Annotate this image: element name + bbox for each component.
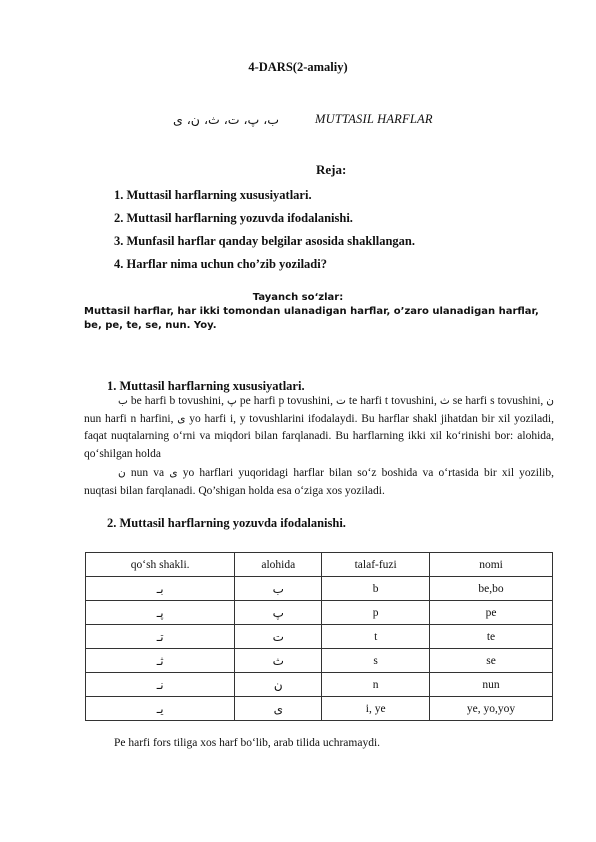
section-1-paragraph-1 [84,393,554,463]
plan-item: 3. Munfasil harflar qanday belgilar asosida shakllangan. [114,234,416,248]
table-cell: ye, yo,yoy [430,697,553,721]
section-2-heading: 2. Muttasil harflarning yozuvda ifodalanishi. [107,516,346,530]
footer-note: Pe harfi fors tiliga xos harf bo‘lib, arab tilida uchramaydi. [114,737,381,749]
paragraph-text: be harfi b tovushini, [127,395,227,407]
table-cell: ت [235,625,322,649]
table-cell: یـ [86,697,235,721]
table-cell: nun [430,673,553,697]
paragraph-text: te harfi t tovushini, [345,395,440,407]
table-cell: ب [235,577,322,601]
plan-item: 4. Harflar nima uchun cho’zib yoziladi? [114,257,327,271]
arabic-letter: ت [335,395,346,407]
section-1-heading: 1. Muttasil harflarning xususiyatlari. [107,379,305,393]
table-header-cell: talaf-fuzi [322,553,430,577]
arabic-letter: پ [226,395,237,407]
table-row [86,625,553,649]
topic-title: MUTTASIL HARFLAR [315,112,433,126]
table-cell: b [322,577,430,601]
plan-item: 1. Muttasil harflarning xususiyatlari. [114,188,312,202]
lesson-title: 4-DARS(2-amaliy) [248,60,348,74]
keywords-text: Muttasil harflar, har ikki tomondan ulanadigan harflar, o’zaro ulanadigan harflar, be, pe, te, se, nun. Yoy. [84,306,539,331]
arabic-letter: ی [177,412,186,425]
paragraph-text: yo harfi i, y tovushlarini ifodalaydi. Bu harflar shakl jihatdan bir xil yoziladi, faqat nuqtalarning o‘rni va miqdori bilan farqlanadi. Bu harflarning ikki xil ko‘rinishi bor: alohida, qo‘shilgan holda [84,412,554,460]
table-header-cell: alohida [235,553,322,577]
table-header-cell: qo‘sh shakli. [86,553,235,577]
table-cell: تـ [86,625,235,649]
paragraph-text: se harfi s tovushini, [449,395,547,407]
table-cell: t [322,625,430,649]
plan-item: 2. Muttasil harflarning yozuvda ifodalanishi. [114,211,353,225]
table-cell: بـ [86,577,235,601]
paragraph-text: pe harfi p tovushini, [236,395,336,407]
paragraph-text: yo harflari yuqoridagi harflar bilan so‘z boshida va o‘rtasida bir xil yozilib, nuqtasi bilan farqlanadi. Qo’shigan holda esa o‘ziga xos yoziladi. [84,467,554,497]
table-row [86,649,553,673]
table-cell: be,bo [430,577,553,601]
table-row [86,673,553,697]
arabic-letter: ن [118,467,126,479]
table-header-row [86,553,553,577]
table-row [86,601,553,625]
plan-list [114,184,554,276]
table-cell: i, ye [322,697,430,721]
arabic-letter: ث [439,395,450,407]
table-cell: ن [235,673,322,697]
paragraph-text: nun harfi n harfini, [84,412,178,425]
table-cell: p [322,601,430,625]
keywords-heading: Tayanch so‘zlar: [252,292,344,303]
letters-header: ب، پ، ت، ث، ن، ی [173,112,280,127]
table-cell: ث [235,649,322,673]
arabic-letter: ن [546,395,554,407]
arabic-letter: ی [169,467,178,479]
letters-table [85,552,553,721]
table-cell: s [322,649,430,673]
plan-heading: Reja: [316,162,347,177]
table-cell: ی [235,697,322,721]
paragraph-text: nun va [125,467,170,479]
table-cell: te [430,625,553,649]
table-cell: ثـ [86,649,235,673]
table-cell: نـ [86,673,235,697]
table-header-cell: nomi [430,553,553,577]
table-cell: se [430,649,553,673]
table-cell: n [322,673,430,697]
table-row [86,577,553,601]
table-cell: پ [235,601,322,625]
section-1-paragraph-2 [84,465,554,500]
arabic-letter: ب [118,395,128,407]
table-cell: پـ [86,601,235,625]
table-cell: pe [430,601,553,625]
table-row [86,697,553,721]
